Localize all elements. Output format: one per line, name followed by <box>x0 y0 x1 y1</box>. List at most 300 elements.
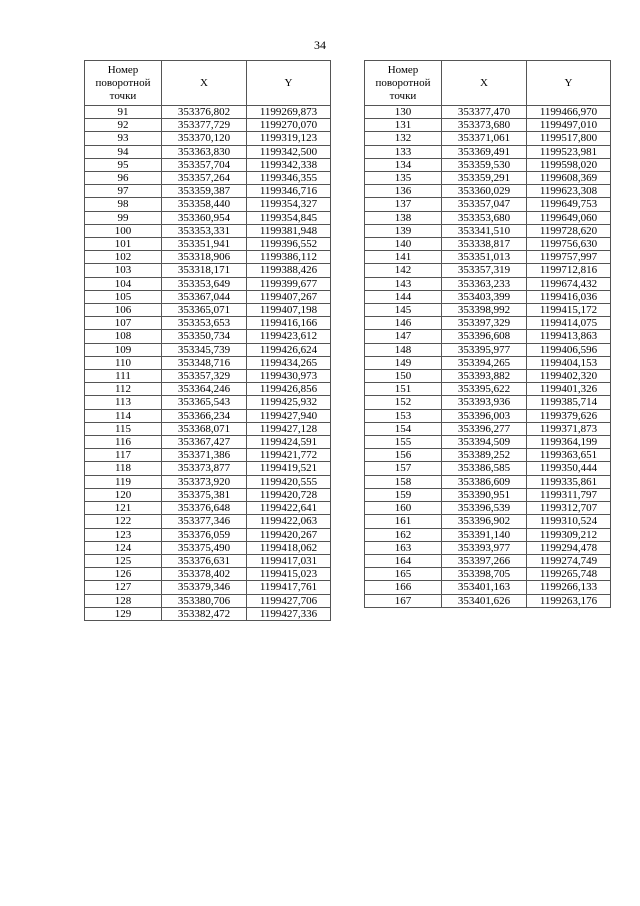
cell-point-number: 166 <box>365 581 442 594</box>
cell-point-number: 136 <box>365 185 442 198</box>
cell-y: 1199386,112 <box>247 251 331 264</box>
table-row <box>365 449 611 462</box>
cell-point-number: 109 <box>85 343 162 356</box>
cell-y: 1199623,308 <box>527 185 611 198</box>
table-row <box>365 158 611 171</box>
cell-y: 1199363,651 <box>527 449 611 462</box>
cell-x: 353348,716 <box>162 356 247 369</box>
table-row <box>365 436 611 449</box>
cell-x: 353365,543 <box>162 396 247 409</box>
cell-point-number: 155 <box>365 436 442 449</box>
cell-point-number: 162 <box>365 528 442 541</box>
cell-y: 1199263,176 <box>527 594 611 607</box>
cell-x: 353360,954 <box>162 211 247 224</box>
cell-y: 1199407,198 <box>247 304 331 317</box>
cell-y: 1199266,133 <box>527 581 611 594</box>
cell-y: 1199401,326 <box>527 383 611 396</box>
cell-y: 1199517,800 <box>527 132 611 145</box>
cell-point-number: 149 <box>365 356 442 369</box>
cell-x: 353359,291 <box>442 172 527 185</box>
cell-y: 1199756,630 <box>527 238 611 251</box>
cell-y: 1199423,612 <box>247 330 331 343</box>
cell-y: 1199598,020 <box>527 158 611 171</box>
cell-x: 353351,013 <box>442 251 527 264</box>
cell-y: 1199422,063 <box>247 515 331 528</box>
cell-x: 353394,265 <box>442 356 527 369</box>
table-row <box>365 211 611 224</box>
cell-x: 353395,622 <box>442 383 527 396</box>
cell-y: 1199422,641 <box>247 502 331 515</box>
cell-y: 1199309,212 <box>527 528 611 541</box>
coordinates-table-left <box>84 60 331 621</box>
cell-y: 1199415,023 <box>247 568 331 581</box>
table-row <box>85 119 331 132</box>
cell-x: 353364,246 <box>162 383 247 396</box>
cell-y: 1199712,816 <box>527 264 611 277</box>
table-row <box>85 106 331 119</box>
cell-point-number: 165 <box>365 568 442 581</box>
header-y: Y <box>527 61 611 106</box>
table-row <box>365 422 611 435</box>
cell-y: 1199335,861 <box>527 475 611 488</box>
table-row <box>365 106 611 119</box>
cell-y: 1199608,369 <box>527 172 611 185</box>
table-row <box>85 436 331 449</box>
table-body-right <box>365 106 611 608</box>
cell-point-number: 131 <box>365 119 442 132</box>
table-row <box>365 264 611 277</box>
cell-y: 1199346,716 <box>247 185 331 198</box>
cell-x: 353353,653 <box>162 317 247 330</box>
cell-point-number: 145 <box>365 304 442 317</box>
cell-x: 353386,585 <box>442 462 527 475</box>
cell-point-number: 115 <box>85 422 162 435</box>
cell-x: 353358,440 <box>162 198 247 211</box>
table-row <box>85 449 331 462</box>
cell-point-number: 106 <box>85 304 162 317</box>
cell-point-number: 164 <box>365 554 442 567</box>
cell-x: 353395,977 <box>442 343 527 356</box>
cell-point-number: 107 <box>85 317 162 330</box>
table-row <box>365 119 611 132</box>
table-header-row <box>85 61 331 106</box>
cell-x: 353363,233 <box>442 277 527 290</box>
cell-point-number: 100 <box>85 224 162 237</box>
header-point-number: Номер поворотной точки <box>365 61 442 106</box>
table-row <box>85 198 331 211</box>
cell-y: 1199497,010 <box>527 119 611 132</box>
cell-point-number: 104 <box>85 277 162 290</box>
cell-point-number: 101 <box>85 238 162 251</box>
cell-y: 1199310,524 <box>527 515 611 528</box>
cell-y: 1199270,070 <box>247 119 331 132</box>
cell-x: 353401,163 <box>442 581 527 594</box>
cell-x: 353353,649 <box>162 277 247 290</box>
cell-x: 353389,252 <box>442 449 527 462</box>
table-row <box>365 145 611 158</box>
cell-x: 353368,071 <box>162 422 247 435</box>
cell-y: 1199757,997 <box>527 251 611 264</box>
table-row <box>85 290 331 303</box>
cell-x: 353373,920 <box>162 475 247 488</box>
table-row <box>85 356 331 369</box>
cell-point-number: 96 <box>85 172 162 185</box>
cell-y: 1199417,031 <box>247 554 331 567</box>
cell-point-number: 91 <box>85 106 162 119</box>
cell-point-number: 99 <box>85 211 162 224</box>
table-row <box>365 317 611 330</box>
cell-point-number: 108 <box>85 330 162 343</box>
table-row <box>365 409 611 422</box>
cell-point-number: 160 <box>365 502 442 515</box>
cell-point-number: 126 <box>85 568 162 581</box>
cell-point-number: 163 <box>365 541 442 554</box>
cell-point-number: 157 <box>365 462 442 475</box>
cell-y: 1199430,973 <box>247 370 331 383</box>
cell-x: 353382,472 <box>162 607 247 620</box>
table-row <box>365 488 611 501</box>
cell-y: 1199265,748 <box>527 568 611 581</box>
cell-y: 1199425,932 <box>247 396 331 409</box>
cell-point-number: 94 <box>85 145 162 158</box>
cell-y: 1199371,873 <box>527 422 611 435</box>
cell-point-number: 110 <box>85 356 162 369</box>
cell-x: 353377,346 <box>162 515 247 528</box>
table-row <box>365 251 611 264</box>
cell-x: 353365,071 <box>162 304 247 317</box>
table-row <box>365 277 611 290</box>
cell-point-number: 154 <box>365 422 442 435</box>
cell-point-number: 92 <box>85 119 162 132</box>
cell-x: 353357,319 <box>442 264 527 277</box>
cell-x: 353357,047 <box>442 198 527 211</box>
table-row <box>85 224 331 237</box>
cell-y: 1199420,267 <box>247 528 331 541</box>
cell-point-number: 147 <box>365 330 442 343</box>
table-row <box>365 198 611 211</box>
cell-x: 353376,631 <box>162 554 247 567</box>
table-row <box>365 172 611 185</box>
table-row <box>85 383 331 396</box>
cell-y: 1199426,624 <box>247 343 331 356</box>
cell-x: 353398,705 <box>442 568 527 581</box>
cell-y: 1199269,873 <box>247 106 331 119</box>
cell-y: 1199427,940 <box>247 409 331 422</box>
cell-y: 1199407,267 <box>247 290 331 303</box>
coordinates-table-right <box>364 60 611 608</box>
cell-x: 353386,609 <box>442 475 527 488</box>
cell-x: 353391,140 <box>442 528 527 541</box>
cell-y: 1199379,626 <box>527 409 611 422</box>
table-row <box>365 502 611 515</box>
cell-y: 1199434,265 <box>247 356 331 369</box>
cell-x: 353375,490 <box>162 541 247 554</box>
cell-x: 353396,277 <box>442 422 527 435</box>
cell-x: 353360,029 <box>442 185 527 198</box>
cell-y: 1199420,555 <box>247 475 331 488</box>
cell-point-number: 143 <box>365 277 442 290</box>
cell-point-number: 153 <box>365 409 442 422</box>
cell-y: 1199649,060 <box>527 211 611 224</box>
cell-point-number: 142 <box>365 264 442 277</box>
table-row <box>365 462 611 475</box>
cell-point-number: 127 <box>85 581 162 594</box>
cell-x: 353359,530 <box>442 158 527 171</box>
cell-x: 353367,427 <box>162 436 247 449</box>
cell-x: 353350,734 <box>162 330 247 343</box>
table-row <box>365 290 611 303</box>
table-row <box>365 356 611 369</box>
table-row <box>85 396 331 409</box>
cell-point-number: 111 <box>85 370 162 383</box>
table-row <box>85 317 331 330</box>
cell-point-number: 167 <box>365 594 442 607</box>
cell-y: 1199421,772 <box>247 449 331 462</box>
cell-point-number: 124 <box>85 541 162 554</box>
table-row <box>365 541 611 554</box>
cell-x: 353376,648 <box>162 502 247 515</box>
cell-point-number: 129 <box>85 607 162 620</box>
cell-point-number: 93 <box>85 132 162 145</box>
cell-point-number: 95 <box>85 158 162 171</box>
cell-point-number: 103 <box>85 264 162 277</box>
cell-point-number: 156 <box>365 449 442 462</box>
cell-point-number: 151 <box>365 383 442 396</box>
cell-y: 1199419,521 <box>247 462 331 475</box>
cell-point-number: 118 <box>85 462 162 475</box>
cell-x: 353396,003 <box>442 409 527 422</box>
cell-y: 1199406,596 <box>527 343 611 356</box>
cell-x: 353370,120 <box>162 132 247 145</box>
cell-y: 1199388,426 <box>247 264 331 277</box>
table-row <box>365 581 611 594</box>
header-y: Y <box>247 61 331 106</box>
cell-x: 353390,951 <box>442 488 527 501</box>
cell-point-number: 159 <box>365 488 442 501</box>
table-row <box>85 238 331 251</box>
cell-x: 353401,626 <box>442 594 527 607</box>
cell-y: 1199342,500 <box>247 145 331 158</box>
table-row <box>365 475 611 488</box>
cell-point-number: 132 <box>365 132 442 145</box>
table-row <box>85 488 331 501</box>
cell-point-number: 98 <box>85 198 162 211</box>
cell-y: 1199420,728 <box>247 488 331 501</box>
cell-x: 353366,234 <box>162 409 247 422</box>
table-row <box>85 515 331 528</box>
cell-point-number: 158 <box>365 475 442 488</box>
table-row <box>365 515 611 528</box>
cell-x: 353351,941 <box>162 238 247 251</box>
cell-y: 1199424,591 <box>247 436 331 449</box>
cell-y: 1199523,981 <box>527 145 611 158</box>
cell-point-number: 130 <box>365 106 442 119</box>
table-row <box>365 383 611 396</box>
cell-y: 1199274,749 <box>527 554 611 567</box>
table-row <box>85 422 331 435</box>
cell-x: 353376,802 <box>162 106 247 119</box>
cell-point-number: 128 <box>85 594 162 607</box>
cell-x: 353393,882 <box>442 370 527 383</box>
cell-point-number: 102 <box>85 251 162 264</box>
cell-y: 1199466,970 <box>527 106 611 119</box>
cell-point-number: 133 <box>365 145 442 158</box>
cell-x: 353318,906 <box>162 251 247 264</box>
header-point-number: Номер поворотной точки <box>85 61 162 106</box>
cell-x: 353375,381 <box>162 488 247 501</box>
cell-y: 1199417,761 <box>247 581 331 594</box>
cell-y: 1199426,856 <box>247 383 331 396</box>
cell-point-number: 105 <box>85 290 162 303</box>
cell-point-number: 97 <box>85 185 162 198</box>
cell-y: 1199674,432 <box>527 277 611 290</box>
cell-point-number: 135 <box>365 172 442 185</box>
table-row <box>365 528 611 541</box>
table-row <box>85 568 331 581</box>
table-row <box>365 304 611 317</box>
cell-x: 353338,817 <box>442 238 527 251</box>
cell-x: 353403,399 <box>442 290 527 303</box>
cell-x: 353380,706 <box>162 594 247 607</box>
cell-y: 1199427,336 <box>247 607 331 620</box>
cell-x: 353357,264 <box>162 172 247 185</box>
cell-point-number: 122 <box>85 515 162 528</box>
cell-point-number: 140 <box>365 238 442 251</box>
cell-point-number: 121 <box>85 502 162 515</box>
cell-x: 353373,877 <box>162 462 247 475</box>
cell-y: 1199427,706 <box>247 594 331 607</box>
cell-y: 1199396,552 <box>247 238 331 251</box>
cell-x: 353393,936 <box>442 396 527 409</box>
cell-y: 1199418,062 <box>247 541 331 554</box>
cell-y: 1199364,199 <box>527 436 611 449</box>
cell-x: 353396,608 <box>442 330 527 343</box>
table-row <box>365 370 611 383</box>
table-row <box>85 541 331 554</box>
cell-x: 353371,386 <box>162 449 247 462</box>
cell-x: 353396,539 <box>442 502 527 515</box>
cell-x: 353357,329 <box>162 370 247 383</box>
table-row <box>365 568 611 581</box>
page-number: 34 <box>314 38 326 52</box>
cell-y: 1199427,128 <box>247 422 331 435</box>
cell-x: 353371,061 <box>442 132 527 145</box>
cell-point-number: 119 <box>85 475 162 488</box>
cell-y: 1199311,797 <box>527 488 611 501</box>
table-row <box>85 409 331 422</box>
header-x: X <box>442 61 527 106</box>
cell-point-number: 116 <box>85 436 162 449</box>
cell-y: 1199728,620 <box>527 224 611 237</box>
cell-x: 353353,331 <box>162 224 247 237</box>
cell-x: 353397,329 <box>442 317 527 330</box>
table-row <box>365 343 611 356</box>
cell-y: 1199385,714 <box>527 396 611 409</box>
cell-y: 1199416,036 <box>527 290 611 303</box>
cell-x: 353396,902 <box>442 515 527 528</box>
cell-y: 1199354,845 <box>247 211 331 224</box>
table-row <box>85 502 331 515</box>
cell-point-number: 148 <box>365 343 442 356</box>
table-row <box>365 396 611 409</box>
cell-point-number: 138 <box>365 211 442 224</box>
cell-point-number: 137 <box>365 198 442 211</box>
table-row <box>85 607 331 620</box>
cell-point-number: 134 <box>365 158 442 171</box>
cell-point-number: 139 <box>365 224 442 237</box>
cell-x: 353378,402 <box>162 568 247 581</box>
cell-point-number: 152 <box>365 396 442 409</box>
table-row <box>85 343 331 356</box>
table-row <box>365 132 611 145</box>
table-row <box>85 554 331 567</box>
cell-x: 353341,510 <box>442 224 527 237</box>
cell-point-number: 125 <box>85 554 162 567</box>
cell-x: 353394,509 <box>442 436 527 449</box>
cell-x: 353367,044 <box>162 290 247 303</box>
table-row <box>85 145 331 158</box>
cell-point-number: 146 <box>365 317 442 330</box>
cell-x: 353393,977 <box>442 541 527 554</box>
cell-y: 1199413,863 <box>527 330 611 343</box>
table-row <box>85 304 331 317</box>
table-body-left <box>85 106 331 621</box>
table-row <box>365 185 611 198</box>
cell-y: 1199649,753 <box>527 198 611 211</box>
cell-x: 353397,266 <box>442 554 527 567</box>
cell-point-number: 150 <box>365 370 442 383</box>
table-row <box>85 185 331 198</box>
table-row <box>85 264 331 277</box>
table-row <box>365 224 611 237</box>
table-row <box>85 462 331 475</box>
cell-x: 353345,739 <box>162 343 247 356</box>
cell-x: 353359,387 <box>162 185 247 198</box>
cell-y: 1199354,327 <box>247 198 331 211</box>
table-row <box>85 581 331 594</box>
cell-point-number: 161 <box>365 515 442 528</box>
table-row <box>365 238 611 251</box>
table-row <box>365 594 611 607</box>
table-row <box>85 370 331 383</box>
table-row <box>85 475 331 488</box>
cell-x: 353377,470 <box>442 106 527 119</box>
cell-x: 353373,680 <box>442 119 527 132</box>
cell-y: 1199312,707 <box>527 502 611 515</box>
table-row <box>365 330 611 343</box>
cell-point-number: 113 <box>85 396 162 409</box>
table-row <box>85 158 331 171</box>
cell-point-number: 144 <box>365 290 442 303</box>
cell-y: 1199342,338 <box>247 158 331 171</box>
table-header-row <box>365 61 611 106</box>
cell-x: 353318,171 <box>162 264 247 277</box>
table-row <box>85 132 331 145</box>
table-row <box>85 330 331 343</box>
table-row <box>85 211 331 224</box>
cell-y: 1199319,123 <box>247 132 331 145</box>
cell-x: 353369,491 <box>442 145 527 158</box>
table-row <box>85 594 331 607</box>
cell-y: 1199350,444 <box>527 462 611 475</box>
header-x: X <box>162 61 247 106</box>
cell-point-number: 123 <box>85 528 162 541</box>
table-row <box>365 554 611 567</box>
cell-y: 1199404,153 <box>527 356 611 369</box>
cell-y: 1199416,166 <box>247 317 331 330</box>
table-row <box>85 251 331 264</box>
cell-x: 353379,346 <box>162 581 247 594</box>
